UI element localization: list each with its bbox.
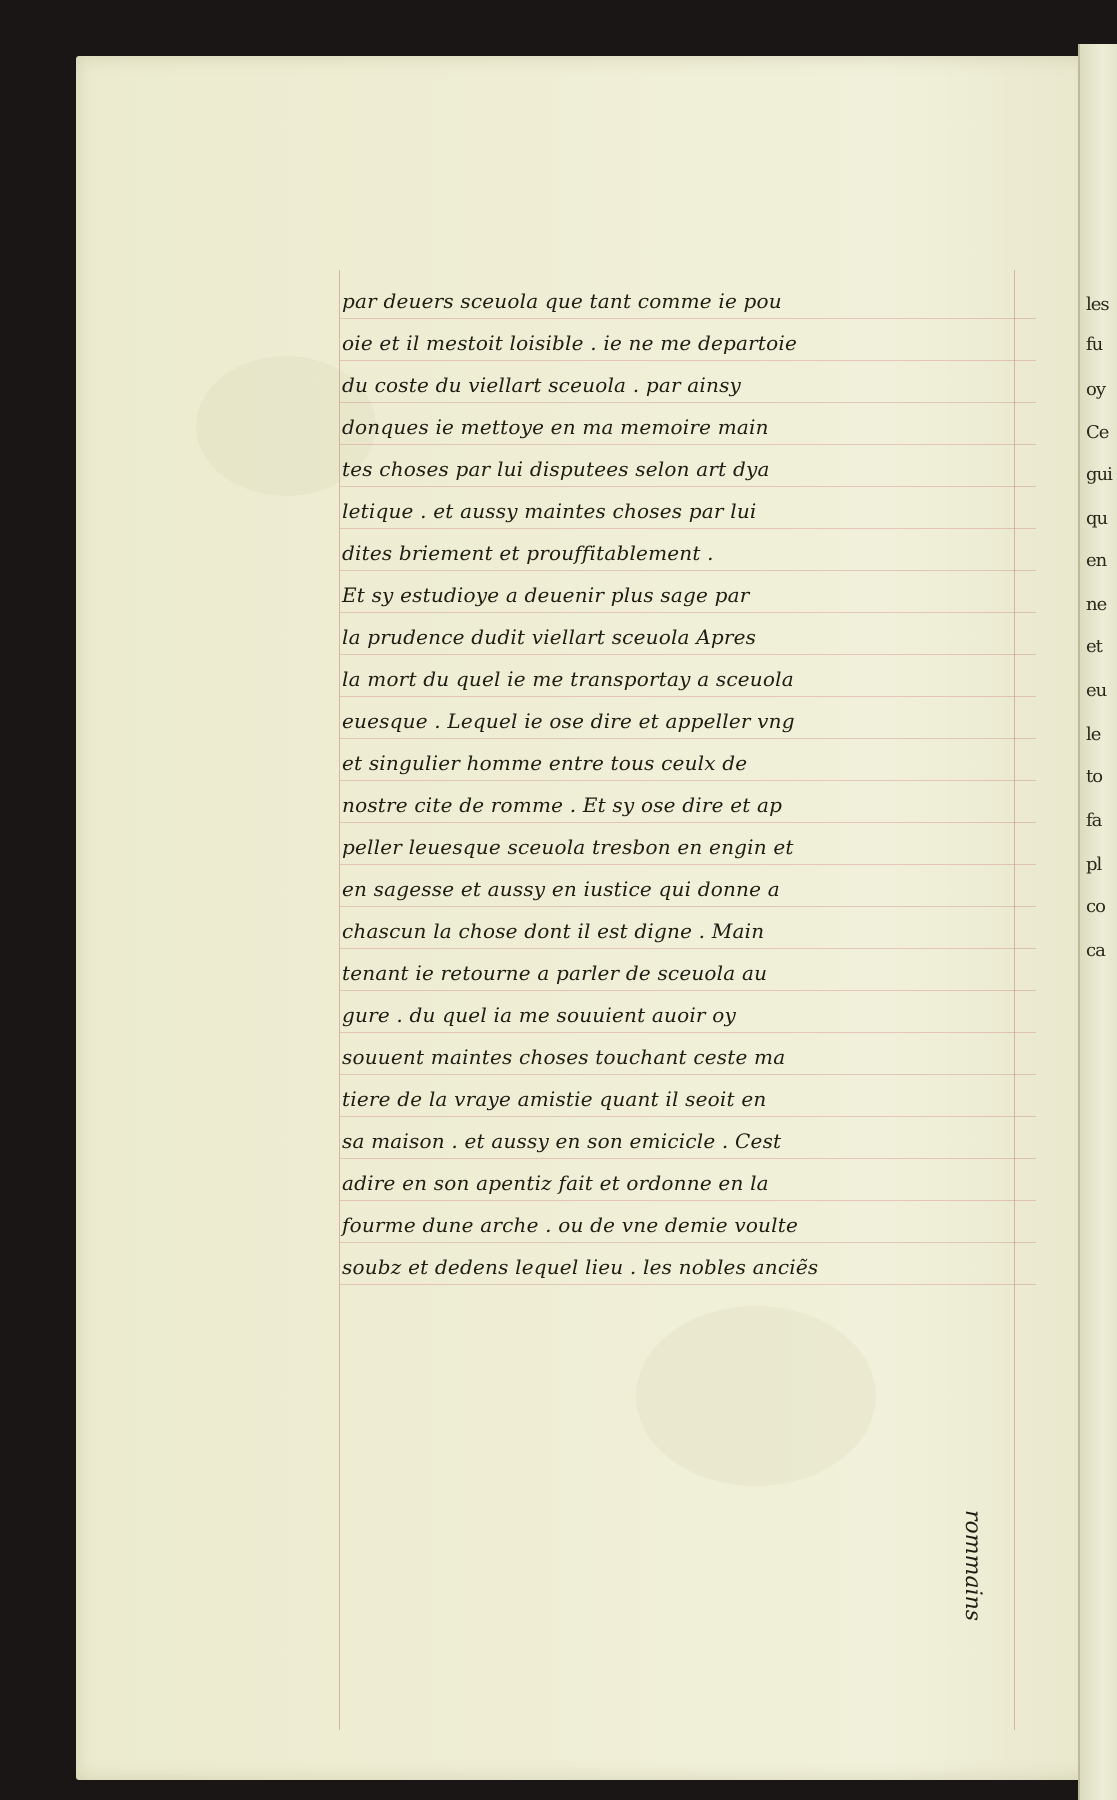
next-folio-fragment: ca bbox=[1086, 940, 1105, 961]
manuscript-line: et singulier homme entre tous ceulx de bbox=[342, 751, 748, 775]
manuscript-line: tiere de la vraye amistie quant il seoit en bbox=[342, 1087, 767, 1111]
manuscript-line: en sagesse et aussy en iustice qui donne a bbox=[342, 877, 780, 901]
next-folio-fragment: gui bbox=[1086, 464, 1112, 485]
manuscript-text-block bbox=[342, 280, 1042, 1288]
manuscript-line: euesque . Lequel ie ose dire et appeller vng bbox=[342, 709, 795, 733]
manuscript-line: peller leuesque sceuola tresbon en engin et bbox=[342, 835, 794, 859]
manuscript-line: dites briement et prouffitablement . bbox=[342, 541, 714, 565]
manuscript-line: donques ie mettoye en ma memoire main bbox=[342, 415, 769, 439]
next-folio-fragment: Ce bbox=[1086, 422, 1109, 443]
next-folio-fragment: en bbox=[1086, 550, 1107, 571]
manuscript-line: la mort du quel ie me transportay a sceuola bbox=[342, 667, 794, 691]
manuscript-line: fourme dune arche . ou de vne demie voulte bbox=[342, 1213, 799, 1237]
manuscript-line: gure . du quel ia me souuient auoir oy bbox=[342, 1003, 736, 1027]
manuscript-line: Et sy estudioye a deuenir plus sage par bbox=[342, 583, 750, 607]
manuscript-line: tenant ie retourne a parler de sceuola au bbox=[342, 961, 768, 985]
ruling-line-left bbox=[339, 270, 340, 1730]
manuscript-line: nostre cite de romme . Et sy ose dire et ap bbox=[342, 793, 783, 817]
next-folio-fragment: co bbox=[1086, 896, 1105, 917]
parchment-stain bbox=[636, 1306, 876, 1486]
manuscript-line: letique . et aussy maintes choses par lui bbox=[342, 499, 757, 523]
next-folio-fragment: les bbox=[1086, 294, 1109, 315]
manuscript-line: chascun la chose dont il est digne . Main bbox=[342, 919, 765, 943]
next-folio-fragment: to bbox=[1086, 766, 1103, 787]
manuscript-line: oie et il mestoit loisible . ie ne me departoie bbox=[342, 331, 798, 355]
next-folio-fragment: eu bbox=[1086, 680, 1107, 701]
next-folio-fragment: le bbox=[1086, 724, 1101, 745]
next-folio-edge bbox=[1078, 44, 1117, 1800]
next-folio-fragment: et bbox=[1086, 636, 1102, 657]
manuscript-line: soubz et dedens lequel lieu . les nobles anciẽs bbox=[342, 1255, 819, 1279]
next-folio-fragment: oy bbox=[1086, 379, 1106, 400]
next-folio-fragment: fa bbox=[1086, 810, 1102, 831]
manuscript-line: tes choses par lui disputees selon art dya bbox=[342, 457, 770, 481]
next-folio-fragment: qu bbox=[1086, 508, 1108, 529]
next-folio-fragment: fu bbox=[1086, 334, 1103, 355]
manuscript-line: sa maison . et aussy en son emicicle . Cest bbox=[342, 1129, 782, 1153]
manuscript-line: du coste du viellart sceuola . par ainsy bbox=[342, 373, 742, 397]
manuscript-line: adire en son apentiz fait et ordonne en la bbox=[342, 1171, 769, 1195]
catchword: rommains bbox=[960, 1510, 985, 1622]
manuscript-line: la prudence dudit viellart sceuola Apres bbox=[342, 625, 757, 649]
next-folio-fragment: ne bbox=[1086, 594, 1107, 615]
manuscript-line: par deuers sceuola que tant comme ie pou bbox=[342, 289, 782, 313]
next-folio-fragment: pl bbox=[1086, 854, 1102, 875]
manuscript-line: souuent maintes choses touchant ceste ma bbox=[342, 1045, 786, 1069]
